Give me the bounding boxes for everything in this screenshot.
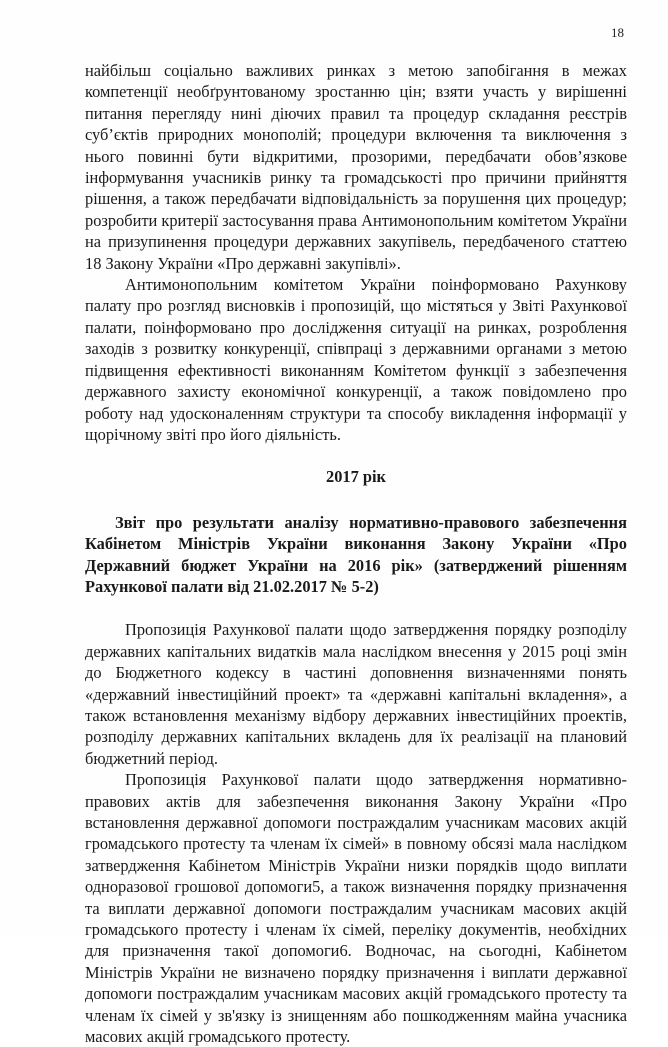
report-title: Звіт про результати аналізу нормативно-правового забезпечення Кабінетом Міністрів України виконання Закону України «Про Державний бюджет України на 2016 рік» (затверджений рішенням Рахункової палати від 21.02.2017 № 5-2) — [85, 512, 627, 596]
page-number: 18 — [611, 25, 624, 40]
document-body — [85, 60, 627, 1047]
year-heading: 2017 рік — [326, 467, 386, 487]
paragraph-amcu-response: Антимонопольним комітетом України поінформовано Рахункову палату про розгляд висновків і пропозицій, що містяться у Звіті Рахункової палати, поінформовано про дослідження ситуації на ринках, розроблення заходів з розвитку конкуренції, співпраці з державними органами з метою підвищення ефективності виконанням Комітетом функції з забезпечення державного захисту економічної конкуренції, а також повідомлено про роботу над удосконаленням структури та способу викладення інформації у щорічному звіті про його діяльність. — [85, 275, 627, 444]
paragraph-protest-assistance: Пропозиція Рахункової палати щодо затвердження нормативно-правових актів для забезпечення виконання Закону України «Про встановлення державної допомоги постраждалим учасникам масових акцій громадського протесту та членам їх сімей» в повному обсязі мала наслідком затвердження Кабінетом Міністрів України низки порядків щодо виплати одноразової грошової допомоги5, а також визначення порядку призначення та виплати державної допомоги постраждалим учасникам масових акцій громадського протесту і членам їх сімей, переліку документів, необхідних для призначення такої допомоги6. Водночас, на сьогодні, Кабінетом Міністрів України не визначено порядку призначення і виплати державної допомоги постраждалим учасникам масових акцій громадського протесту та членам їх сімей у зв'язку із знищенням або пошкодженням майна учасника масових акцій громадського протесту. — [85, 770, 627, 1047]
paragraph-continued: найбільш соціально важливих ринках з метою запобігання в межах компетенції необґрунтованому зростанню цін; взяти участь у вирішенні питання перегляду нині діючих правил та процедур складання реєстрів суб’єктів природних монополій; процедури включення та виключення з нього повинні бути відкритими, прозорими, передбачати обов’язкове інформування учасників ринку та громадськості про причини прийняття рішення, а також передбачати відповідальність за порушення цих процедур; розробити критерії застосування права Антимонопольним комітетом України на призупинення процедури державних закупівель, передбаченого статтею 18 Закону України «Про державні закупівлі». — [85, 61, 627, 273]
paragraph-capital-expenditures: Пропозиція Рахункової палати щодо затвердження порядку розподілу державних капітальних видатків мала наслідком внесення у 2015 році змін до Бюджетного кодексу в частині доповнення визначеннями понять «державний інвестиційний проект» та «державні капітальні вкладення», а також встановлення механізму відбору державних інвестиційних проектів, розподілу державних капітальних вкладень для їх реалізації на плановий бюджетний період. — [85, 620, 627, 768]
